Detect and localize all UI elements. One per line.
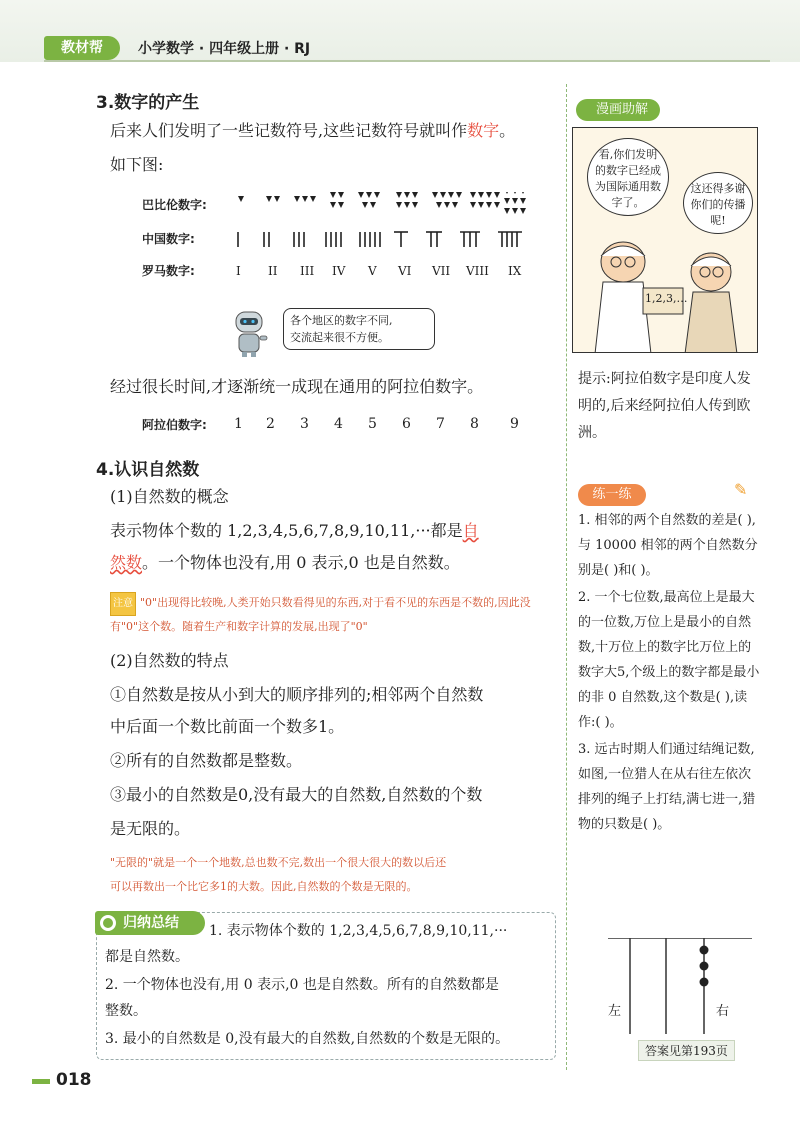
- summary-line-1b: 都是自然数。: [105, 949, 189, 965]
- roman-row: [142, 262, 562, 282]
- keyword-digit: 数字: [467, 121, 500, 140]
- arabic-label: 阿拉伯数字:: [142, 418, 207, 432]
- comic-help-tag: 漫画助解: [576, 99, 660, 121]
- section-4-title: 4.认识自然数: [96, 460, 200, 480]
- summary-line-2: 2. 一个物体也没有,用 0 表示,0 也是自然数。所有的自然数都是: [105, 977, 499, 993]
- keyword-natural-number: 自: [462, 521, 479, 540]
- exercise-3: 3. 远古时期人们通过结绳记数,如图,一位猎人在从右往左依次排列的绳子上打结,满七进一,猎物的只数是( )。: [578, 742, 756, 832]
- para-text: 表示物体个数的 1,2,3,4,5,6,7,8,9,10,11,···都是: [110, 521, 463, 540]
- subsection-2-title: (2)自然数的特点: [110, 651, 229, 670]
- exercise-2: 2. 一个七位数,最高位上是最大的一位数,万位上是最小的自然数,十万位上的数字比万位上的数字大5,个级上的数字都是最小的非 0 自然数,这个数是( ),读作:( )。: [578, 590, 760, 730]
- para-text: 。一个物体也没有,用 0 表示,0 也是自然数。: [142, 553, 460, 572]
- handwritten-note-line-2: 可以再数出一个比它多1的大数。因此,自然数的个数是无限的。: [110, 880, 418, 893]
- bubble-line: 各个地区的数字不同,: [290, 314, 393, 327]
- roman-label: 罗马数字:: [142, 264, 195, 278]
- robot-illustration: [230, 310, 268, 358]
- pencil-icon: ✎: [734, 480, 748, 499]
- section-3-para-3: 经过很长时间,才逐渐统一成现在通用的阿拉伯数字。: [110, 377, 484, 396]
- comic-bubble-1: 看,你们发明的数字已经成为国际通用数字了。: [587, 138, 669, 216]
- section-3-para-1: [110, 116, 515, 146]
- comic-board-text: 1,2,3,…: [645, 292, 688, 305]
- note-text: "0"出现得比较晚,人类开始只数看得见的东西,对于看不见的东西是不数的,因此没有"0"这个数。随着生产和数字计算的发展,出现了"0": [110, 596, 531, 633]
- tip-text: 提示:阿拉伯数字是印度人发明的,后来经阿拉伯人传到欧洲。: [578, 371, 751, 441]
- roman-numeral: I: [236, 264, 241, 278]
- para-text: 后来人们发明了一些记数符号,这些记数符号就叫作: [110, 121, 468, 140]
- feature-1-line-1: ①自然数是按从小到大的顺序排列的;相邻两个自然数: [110, 685, 484, 704]
- roman-numeral: VII: [432, 264, 451, 278]
- definition-line-1: [110, 516, 479, 546]
- para-text: 。: [499, 121, 516, 140]
- arabic-digit: 8: [470, 416, 479, 432]
- feature-1-line-2: 中后面一个数比前面一个数多1。: [110, 717, 345, 736]
- arabic-digit: 1: [234, 416, 243, 432]
- section-3-para-2: 如下图:: [110, 155, 164, 174]
- page-number-bar: [32, 1079, 50, 1084]
- robot-speech-bubble: [283, 308, 435, 350]
- feature-3-line-1: ③最小的自然数是0,没有最大的自然数,自然数的个数: [110, 785, 483, 804]
- summary-tag: [95, 911, 205, 935]
- summary-line-2b: 整数。: [105, 1003, 147, 1019]
- arabic-digit: 4: [334, 416, 343, 432]
- roman-numeral: IX: [508, 264, 522, 278]
- practice-tag: 练一练: [578, 484, 646, 506]
- babylon-row: [142, 196, 562, 216]
- chinese-rod-numerals: [236, 230, 566, 250]
- roman-numeral: II: [268, 264, 278, 278]
- exercise-list: [578, 508, 764, 837]
- roman-numeral: V: [368, 264, 377, 278]
- summary-box: [96, 912, 556, 1060]
- summary-line-1: 1. 表示物体个数的 1,2,3,4,5,6,7,8,9,10,11,···: [209, 923, 508, 939]
- arabic-digit: 7: [436, 416, 445, 432]
- handwritten-note-line-1: "无限的"就是一个一个地数,总也数不完,数出一个很大很大的数以后还: [110, 856, 447, 869]
- book-subtitle: 小学数学 · 四年级上册 · RJ: [138, 41, 311, 57]
- page-number: 018: [56, 1070, 92, 1090]
- note-box: [110, 592, 550, 638]
- header-divider: [44, 60, 770, 62]
- summary-line-3: 3. 最小的自然数是 0,没有最大的自然数,自然数的个数是无限的。: [105, 1031, 510, 1047]
- answer-reference: 答案见第193页: [638, 1040, 735, 1061]
- arabic-digit: 2: [266, 416, 275, 432]
- subsection-1-title: (1)自然数的概念: [110, 487, 229, 506]
- rope-right-label: 右: [716, 1004, 730, 1019]
- babylon-label: 巴比伦数字:: [142, 198, 207, 212]
- comic-illustration: [572, 127, 758, 353]
- page-header: [0, 0, 800, 62]
- arabic-digit: 6: [402, 416, 411, 432]
- roman-numeral: III: [300, 264, 315, 278]
- rope-left-label: 左: [608, 1004, 622, 1019]
- feature-3-line-2: 是无限的。: [110, 819, 191, 838]
- note-tag: 注意: [110, 592, 136, 616]
- exercise-1: 1. 相邻的两个自然数的差是( ),与 10000 相邻的两个自然数分别是( )和( )。: [578, 513, 758, 578]
- roman-numeral: VIII: [466, 264, 489, 278]
- arabic-row: [142, 416, 519, 433]
- target-icon: [100, 915, 116, 931]
- bubble-line: 交流起来很不方便。: [290, 331, 389, 344]
- arabic-digit: 3: [300, 416, 309, 432]
- arabic-digit: 9: [510, 416, 519, 432]
- chinese-row: [142, 230, 562, 250]
- feature-2: ②所有的自然数都是整数。: [110, 751, 303, 770]
- brand-badge: 教材帮: [44, 36, 120, 60]
- roman-numeral: IV: [332, 264, 346, 278]
- summary-tag-label: 归纳总结: [123, 915, 179, 931]
- roman-numeral: VI: [398, 264, 412, 278]
- keyword-natural-number: 然数: [110, 553, 143, 572]
- chinese-label: 中国数字:: [142, 232, 195, 246]
- arabic-digit: 5: [368, 416, 377, 432]
- babylon-symbols: [236, 192, 566, 222]
- comic-figures: [573, 228, 758, 353]
- section-3-title: 3.数字的产生: [96, 93, 200, 113]
- comic-bubble-2: 这还得多谢你们的传播呢!: [683, 172, 753, 234]
- knotted-rope-diagram: [600, 938, 760, 1036]
- definition-line-2: [110, 548, 460, 578]
